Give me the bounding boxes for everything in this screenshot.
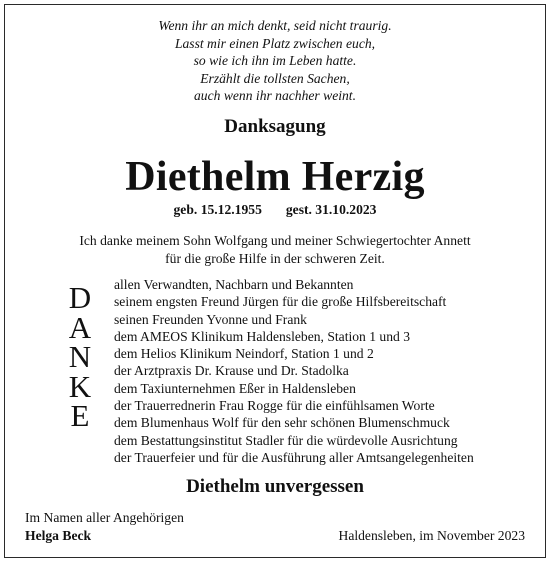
- thanks-item: der Trauerrednerin Frau Rogge für die einfühlsamen Worte: [114, 398, 435, 414]
- poem-line: auch wenn ihr nachher weint.: [194, 88, 356, 104]
- poem-line: so wie ich ihn im Leben hatte.: [193, 53, 357, 69]
- deceased-name: Diethelm Herzig: [125, 154, 425, 200]
- poem-line: Lasst mir einen Platz zwischen euch,: [174, 35, 376, 51]
- thanks-list: [114, 276, 474, 466]
- on-behalf-text: Im Namen aller Angehörigen: [25, 510, 184, 525]
- danke-letter: N: [68, 339, 92, 374]
- life-dates: [0, 201, 550, 218]
- heading: Danksagung: [224, 116, 326, 137]
- thanks-item: der Arztpraxis Dr. Krause und Dr. Stadolka: [114, 363, 349, 379]
- intro-line: Ich danke meinem Sohn Wolfgang und meiner Schwiegertochter Annett: [79, 233, 471, 248]
- thanks-item: dem AMEOS Klinikum Haldensleben, Station 1 und 3: [114, 328, 411, 344]
- thanks-item: seinen Freunden Yvonne und Frank: [114, 311, 307, 327]
- thanks-item: der Trauerfeier und für die Ausführung aller Amtsangelegenheiten: [114, 449, 474, 465]
- danke-vertical-word: [60, 280, 100, 433]
- intro-line: für die große Hilfe in der schweren Zeit.: [165, 250, 385, 266]
- danke-letter: E: [70, 398, 90, 433]
- birth-date: geb. 15.12.1955: [173, 202, 262, 217]
- thanks-item: dem Taxiunternehmen Eßer in Haldensleben: [114, 380, 356, 396]
- place-date: Haldensleben, im November 2023: [338, 528, 525, 543]
- thanks-item: allen Verwandten, Nachbarn und Bekannten: [114, 277, 354, 292]
- thanks-item: dem Bestattungsinstitut Stadler für die würdevolle Ausrichtung: [114, 432, 458, 448]
- thanks-item: dem Blumenhaus Wolf für den sehr schönen Blumenschmuck: [114, 415, 450, 431]
- signatory-name: Helga Beck: [25, 528, 92, 543]
- danke-letter: A: [68, 309, 92, 345]
- danke-letter: K: [68, 368, 92, 404]
- intro-text: [0, 232, 550, 267]
- thanks-item: dem Helios Klinikum Neindorf, Station 1 und 2: [114, 346, 374, 362]
- thanks-item: seinem engsten Freund Jürgen für die große Hilfsbereitschaft: [114, 294, 447, 310]
- closing-line: Diethelm unvergessen: [186, 476, 364, 497]
- poem-line: Wenn ihr an mich denkt, seid nicht traurig.: [158, 18, 392, 33]
- poem: [0, 17, 550, 105]
- death-date: gest. 31.10.2023: [285, 202, 377, 217]
- danke-letter: D: [68, 280, 92, 315]
- poem-line: Erzählt die tollsten Sachen,: [200, 70, 350, 86]
- signature-block: [25, 509, 184, 545]
